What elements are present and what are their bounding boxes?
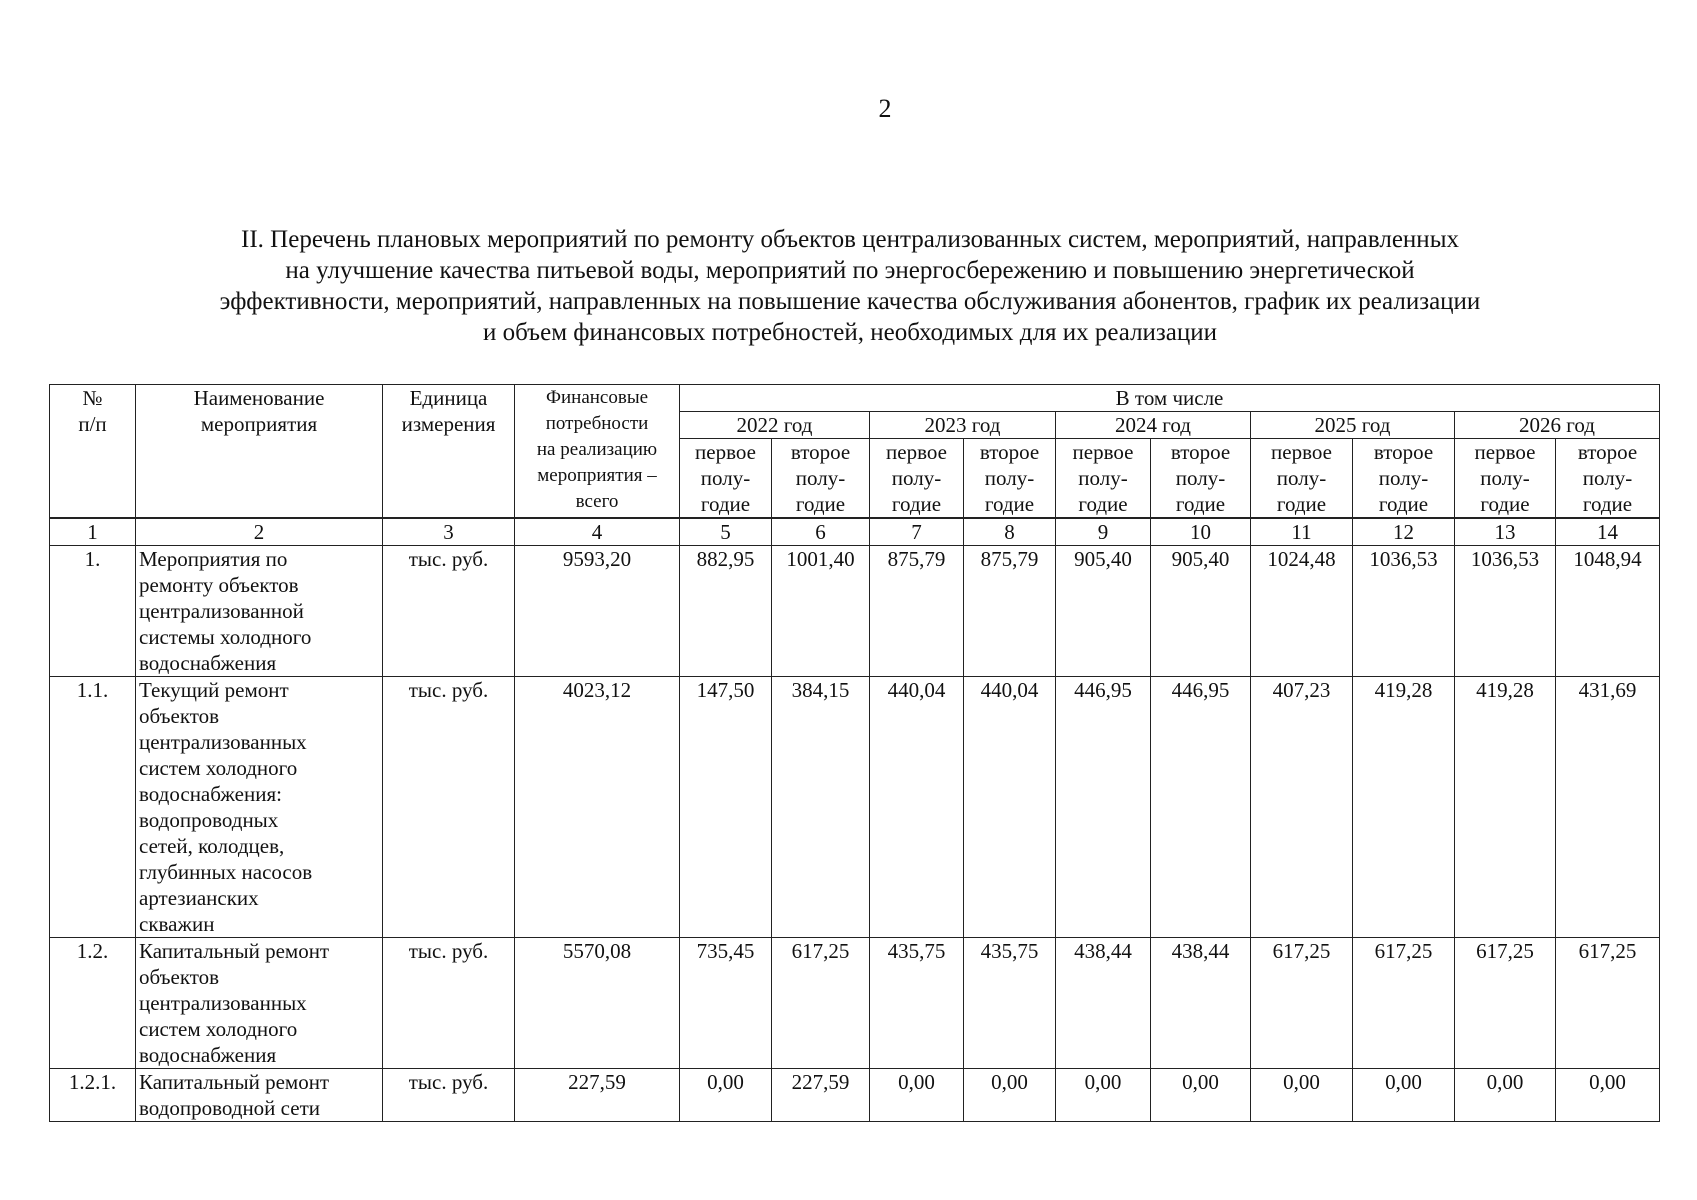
header-text: на реализацию	[536, 439, 658, 460]
row-name-line: водоснабжения:	[139, 782, 282, 806]
row-value: 0,00	[1455, 1069, 1556, 1122]
header-text: Наименование	[193, 386, 325, 410]
row-value: 617,25	[1556, 938, 1660, 1069]
header-text: второе	[1577, 440, 1638, 464]
header-name	[136, 385, 383, 518]
row-name-line: скважин	[139, 912, 215, 936]
row-name-line: водоснабжения	[139, 1043, 277, 1067]
row-value: 407,23	[1251, 677, 1353, 938]
header-text: первое	[1474, 440, 1536, 464]
header-text: годие	[1378, 492, 1429, 516]
row-value: 617,25	[1353, 938, 1455, 1069]
header-first-half	[1251, 439, 1353, 518]
column-number: 4	[515, 519, 680, 546]
row-value: 875,79	[964, 546, 1056, 677]
header-text: всего	[575, 491, 619, 512]
header-text: годие	[795, 492, 846, 516]
row-name-line: систем холодного	[139, 1017, 298, 1041]
header-text: полу-	[1582, 466, 1633, 490]
row-name-line: Мероприятия по	[139, 547, 288, 571]
row-value: 0,00	[964, 1069, 1056, 1122]
column-number: 6	[772, 519, 870, 546]
row-name-line: водопроводных	[139, 808, 279, 832]
header-year: 2025 год	[1251, 412, 1455, 439]
header-text: полу-	[1175, 466, 1226, 490]
row-name-line: Капитальный ремонт	[139, 1070, 330, 1094]
header-unit	[383, 385, 515, 518]
header-text: полу-	[1480, 466, 1530, 490]
row-unit: тыс. руб.	[383, 938, 515, 1069]
header-text: полу-	[1378, 466, 1429, 490]
header-text: годие	[1175, 492, 1226, 516]
row-value: 438,44	[1056, 938, 1151, 1069]
row-value: 617,25	[772, 938, 870, 1069]
row-name-line: объектов	[139, 965, 220, 989]
page-number: 2	[878, 94, 892, 123]
row-value: 446,95	[1151, 677, 1251, 938]
column-number: 1	[50, 519, 136, 546]
row-value: 0,00	[1556, 1069, 1660, 1122]
column-number: 9	[1056, 519, 1151, 546]
header-second-half	[772, 439, 870, 518]
title-line: на улучшение качества питьевой воды, мероприятий по энергосбережению и повышению энергетической	[285, 257, 1415, 284]
row-name-line: артезианских	[139, 886, 259, 910]
row-name	[136, 546, 383, 677]
row-name-line: централизованной	[139, 599, 304, 623]
row-value: 1024,48	[1251, 546, 1353, 677]
header-including: В том числе	[680, 385, 1660, 412]
row-value: 435,75	[870, 938, 964, 1069]
header-second-half	[1151, 439, 1251, 518]
row-name-line: централизованных	[139, 991, 307, 1015]
row-name-line: Капитальный ремонт	[139, 939, 330, 963]
header-first-half	[1056, 439, 1151, 518]
header-text: второе	[979, 440, 1040, 464]
header-text: полу-	[1276, 466, 1327, 490]
column-number-row	[50, 519, 1660, 546]
header-text: мероприятия –	[537, 465, 657, 486]
table-row	[50, 938, 1660, 1069]
header-text: годие	[891, 492, 942, 516]
row-total: 227,59	[515, 1069, 680, 1122]
row-value: 882,95	[680, 546, 772, 677]
header-text: №	[82, 386, 103, 410]
header-finance	[515, 385, 680, 518]
header-text: потребности	[545, 413, 649, 434]
row-value: 1036,53	[1353, 546, 1455, 677]
header-year: 2024 год	[1056, 412, 1251, 439]
header-year: 2026 год	[1455, 412, 1660, 439]
header-first-half	[1455, 439, 1556, 518]
row-value: 446,95	[1056, 677, 1151, 938]
row-name-line: Текущий ремонт	[139, 678, 289, 702]
header-text: первое	[886, 440, 947, 464]
header-second-half	[964, 439, 1056, 518]
header-text: годие	[1582, 492, 1633, 516]
header-text: измерения	[401, 412, 496, 436]
row-value: 617,25	[1455, 938, 1556, 1069]
header-text: п/п	[78, 412, 107, 436]
row-name-line: системы холодного	[139, 625, 312, 649]
row-value: 419,28	[1353, 677, 1455, 938]
row-value: 0,00	[1151, 1069, 1251, 1122]
column-number: 11	[1251, 519, 1353, 546]
row-number: 1.2.1.	[50, 1069, 136, 1122]
row-unit: тыс. руб.	[383, 546, 515, 677]
header-year: 2022 год	[680, 412, 870, 439]
row-name	[136, 938, 383, 1069]
row-number: 1.2.	[50, 938, 136, 1069]
row-name-line: систем холодного	[139, 756, 298, 780]
column-number: 13	[1455, 519, 1556, 546]
header-text: годие	[1078, 492, 1128, 516]
row-value: 431,69	[1556, 677, 1660, 938]
row-name	[136, 1069, 383, 1122]
header-first-half	[870, 439, 964, 518]
table-row	[50, 1069, 1660, 1122]
table-row	[50, 677, 1660, 938]
row-value: 617,25	[1251, 938, 1353, 1069]
row-unit: тыс. руб.	[383, 1069, 515, 1122]
row-value: 227,59	[772, 1069, 870, 1122]
column-number: 7	[870, 519, 964, 546]
title-line: и объем финансовых потребностей, необходимых для их реализации	[482, 319, 1218, 346]
document-title	[130, 224, 1570, 348]
row-number: 1.	[50, 546, 136, 677]
header-text: годие	[1480, 492, 1530, 516]
row-value: 905,40	[1151, 546, 1251, 677]
table-row	[50, 546, 1660, 677]
row-number: 1.1.	[50, 677, 136, 938]
row-value: 435,75	[964, 938, 1056, 1069]
row-value: 0,00	[680, 1069, 772, 1122]
header-year: 2023 год	[870, 412, 1056, 439]
row-value: 0,00	[870, 1069, 964, 1122]
row-value: 384,15	[772, 677, 870, 938]
column-number: 10	[1151, 519, 1251, 546]
header-text: полу-	[700, 466, 751, 490]
header-num	[50, 385, 136, 518]
row-total: 4023,12	[515, 677, 680, 938]
row-name-line: ремонту объектов	[139, 573, 299, 597]
header-text: первое	[1271, 440, 1332, 464]
header-text: полу-	[795, 466, 846, 490]
header-text: полу-	[891, 466, 942, 490]
header-text: Единица	[409, 386, 488, 410]
row-value: 1001,40	[772, 546, 870, 677]
column-number: 8	[964, 519, 1056, 546]
header-text: второе	[1170, 440, 1231, 464]
row-name	[136, 677, 383, 938]
row-value: 905,40	[1056, 546, 1151, 677]
column-number: 2	[136, 519, 383, 546]
row-value: 438,44	[1151, 938, 1251, 1069]
row-name-line: объектов	[139, 704, 220, 728]
header-text: второе	[790, 440, 851, 464]
row-total: 9593,20	[515, 546, 680, 677]
row-value: 0,00	[1353, 1069, 1455, 1122]
row-value: 440,04	[870, 677, 964, 938]
header-text: полу-	[1078, 466, 1128, 490]
column-number: 14	[1556, 519, 1660, 546]
header-text: мероприятия	[200, 412, 318, 436]
title-line: II. Перечень плановых мероприятий по ремонту объектов централизованных систем, мероприятий, направленных	[241, 226, 1459, 253]
row-value: 1036,53	[1455, 546, 1556, 677]
table-header	[50, 385, 1660, 518]
row-unit: тыс. руб.	[383, 677, 515, 938]
header-text: первое	[1072, 440, 1134, 464]
header-text: первое	[695, 440, 756, 464]
plan-table	[49, 384, 1660, 1122]
header-first-half	[680, 439, 772, 518]
row-value: 0,00	[1251, 1069, 1353, 1122]
row-value: 440,04	[964, 677, 1056, 938]
row-value: 735,45	[680, 938, 772, 1069]
header-text: годие	[1276, 492, 1327, 516]
column-number: 3	[383, 519, 515, 546]
row-name-line: централизованных	[139, 730, 307, 754]
header-second-half	[1353, 439, 1455, 518]
row-name-line: водоснабжения	[139, 651, 277, 675]
row-value: 875,79	[870, 546, 964, 677]
header-second-half	[1556, 439, 1660, 518]
column-number: 12	[1353, 519, 1455, 546]
header-text: полу-	[984, 466, 1035, 490]
row-name-line: водопроводной сети	[139, 1096, 320, 1120]
title-line: эффективности, мероприятий, направленных на повышение качества обслуживания абонентов, график их реализации	[219, 288, 1481, 315]
row-value: 147,50	[680, 677, 772, 938]
row-total: 5570,08	[515, 938, 680, 1069]
header-text: годие	[700, 492, 751, 516]
row-name-line: сетей, колодцев,	[139, 834, 285, 858]
row-value: 0,00	[1056, 1069, 1151, 1122]
header-text: второе	[1373, 440, 1434, 464]
header-text: годие	[984, 492, 1035, 516]
header-text: Финансовые	[545, 387, 649, 408]
column-number: 5	[680, 519, 772, 546]
row-value: 419,28	[1455, 677, 1556, 938]
row-name-line: глубинных насосов	[139, 860, 313, 884]
row-value: 1048,94	[1556, 546, 1660, 677]
